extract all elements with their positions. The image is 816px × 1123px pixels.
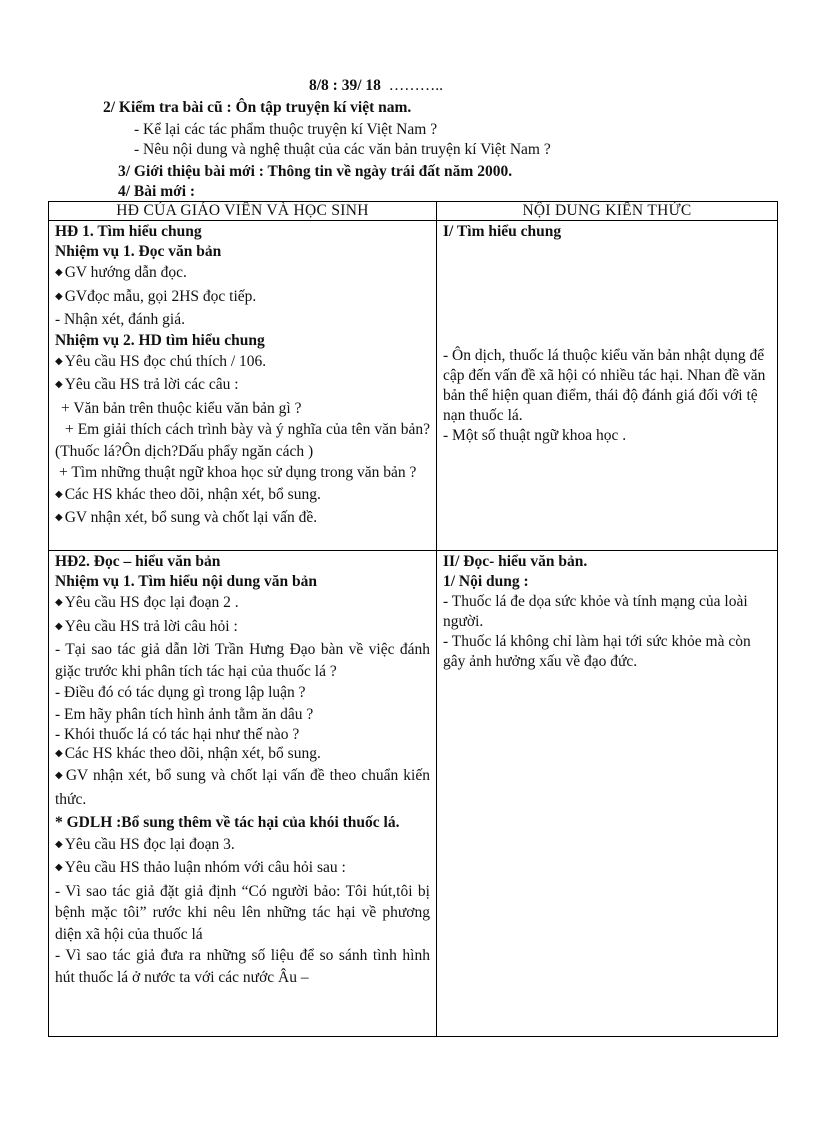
diamond-bullet-icon: ◆ — [55, 379, 63, 390]
task-content-title: Nhiệm vụ 1. Tìm hiểu nội dung văn bản — [55, 573, 318, 590]
list-item: ◆ Các HS khác theo dõi, nhận xét, bổ sung. — [55, 485, 321, 503]
diamond-bullet-icon: ◆ — [55, 597, 63, 608]
list-item: ◆ Yêu cầu HS đọc chú thích / 106. — [55, 352, 267, 370]
row1-content-cell — [437, 221, 778, 551]
diamond-bullet-icon: ◆ — [55, 770, 64, 781]
list-item: - Khói thuốc lá có tác hại như thế nào ? — [55, 726, 300, 743]
list-item: - Vì sao tác giả đặt giả định “Có người bảo: Tôi hút,tôi bị bệnh mặc tôi” rước khi nêu lên những tác hại về phương diện xã hội của thuốc lá — [55, 882, 430, 943]
list-item: - Vì sao tác giả đưa ra những số liệu để so sánh tình hình hút thuốc lá ở nước ta với các nước Âu – — [55, 947, 430, 986]
new-lesson-label: 4/ Bài mới : — [118, 183, 196, 200]
row2-activities-cell — [49, 551, 437, 1037]
diamond-bullet-icon: ◆ — [55, 748, 63, 759]
diamond-bullet-icon: ◆ — [55, 838, 63, 850]
list-item: ◆ Yêu cầu HS thảo luận nhóm với câu hỏi sau : — [55, 859, 346, 876]
list-item: ◆ GV hướng dẫn đọc. — [55, 264, 187, 281]
list-item: ◆ Các HS khác theo dõi, nhận xét, bổ sung. — [55, 745, 321, 762]
old-lesson-question-2: - Nêu nội dung và nghệ thuật của các văn bản truyện kí Việt Nam ? — [134, 141, 551, 158]
diamond-bullet-icon: ◆ — [55, 355, 63, 367]
content-paragraph: - Ôn dịch, thuốc lá thuộc kiểu văn bản nhật dụng để cập đến vấn đề xã hội có nhiều tác hại. Nhan đề văn bản thể hiện quan điểm, thái độ đánh giá đối với tệ nạn thuốc lá. — [443, 347, 766, 424]
diamond-bullet-icon: ◆ — [55, 290, 63, 302]
row2-content-cell — [437, 551, 778, 1037]
activity-2-title: HĐ2. Đọc – hiểu văn bản — [55, 553, 221, 570]
section-2-title: II/ Đọc- hiểu văn bản. — [443, 553, 588, 570]
list-item: ◆ Yêu cầu HS trả lời các câu : — [55, 376, 239, 393]
content-paragraph: - Thuốc lá không chỉ làm hại tới sức khỏe mà còn gây ảnh hưởng xấu về đạo đức. — [443, 633, 751, 670]
list-item: + Em giải thích cách trình bày và ý nghĩa của tên văn bản?(Thuốc lá?Ôn dịch?Dấu phẩy ngăn cách ) — [55, 421, 430, 460]
diamond-bullet-icon: ◆ — [55, 488, 63, 500]
diamond-bullet-icon: ◆ — [55, 862, 63, 873]
list-item: ◆ GVđọc mẫu, gọi 2HS đọc tiếp. — [55, 287, 257, 305]
table-row — [49, 551, 778, 1037]
content-subtitle: 1/ Nội dung : — [443, 573, 529, 590]
col-header-activities: HĐ CỦA GIÁO VIÊN VÀ HỌC SINH — [49, 202, 437, 221]
list-item: - Điều đó có tác dụng gì trong lập luận ? — [55, 684, 306, 701]
diamond-bullet-icon: ◆ — [55, 267, 63, 278]
list-item: ◆ Yêu cầu HS đọc lại đoạn 3. — [55, 835, 235, 853]
list-item: ◆ GV nhận xét, bổ sung và chốt lại vấn đề. — [55, 509, 318, 526]
table-row — [49, 221, 778, 551]
diamond-bullet-icon: ◆ — [55, 620, 63, 632]
list-item: - Em hãy phân tích hình ảnh tằm ăn dâu ? — [55, 705, 314, 723]
section-1-title: I/ Tìm hiểu chung — [443, 223, 562, 240]
content-paragraph: - Thuốc lá đe dọa sức khỏe và tính mạng của loài người. — [443, 593, 748, 630]
list-item: - Tại sao tác giả dẫn lời Trần Hưng Đạo bàn về việc đánh giặc trước khi phân tích tác hại của thuốc lá ? — [55, 641, 430, 680]
date-dots: ……….. — [388, 77, 444, 94]
list-item: - Nhận xét, đánh giá. — [55, 311, 185, 328]
row1-activities-cell — [49, 221, 437, 551]
old-lesson-check: 2/ Kiểm tra bài cũ : Ôn tập truyện kí việt nam. — [103, 99, 412, 116]
content-paragraph: - Một số thuật ngữ khoa học . — [443, 427, 627, 444]
list-item: ◆ Yêu cầu HS trả lời câu hỏi : — [55, 617, 238, 635]
old-lesson-question-1: - Kể lại các tác phẩm thuộc truyện kí Việt Nam ? — [134, 121, 438, 138]
list-item: + Văn bản trên thuộc kiểu văn bản gì ? — [61, 399, 302, 417]
task-2-title: Nhiệm vụ 2. HD tìm hiểu chung — [55, 331, 265, 349]
activity-1-title: HĐ 1. Tìm hiểu chung — [55, 223, 202, 240]
task-1-title: Nhiệm vụ 1. Đọc văn bản — [55, 243, 222, 260]
gdlh-note: * GDLH :Bổ sung thêm về tác hại của khói thuốc lá. — [55, 814, 400, 831]
list-item: + Tìm những thuật ngữ khoa học sử dụng trong văn bản ? — [59, 464, 417, 481]
list-item: ◆ Yêu cầu HS đọc lại đoạn 2 . — [55, 594, 239, 611]
table-header-row — [49, 202, 778, 221]
col-header-content: NỘI DUNG KIẾN THỨC — [437, 202, 778, 221]
date-text: 8/8 : 39/ 18 — [309, 77, 381, 94]
diamond-bullet-icon: ◆ — [55, 512, 63, 523]
new-lesson-intro: 3/ Giới thiệu bài mới : Thông tin về ngày trái đất năm 2000. — [118, 163, 513, 180]
lesson-date — [309, 76, 443, 96]
list-item: ◆ GV nhận xét, bổ sung và chốt lại vấn đề theo chuẩn kiến thức. — [55, 767, 430, 808]
lesson-table — [48, 201, 778, 1037]
